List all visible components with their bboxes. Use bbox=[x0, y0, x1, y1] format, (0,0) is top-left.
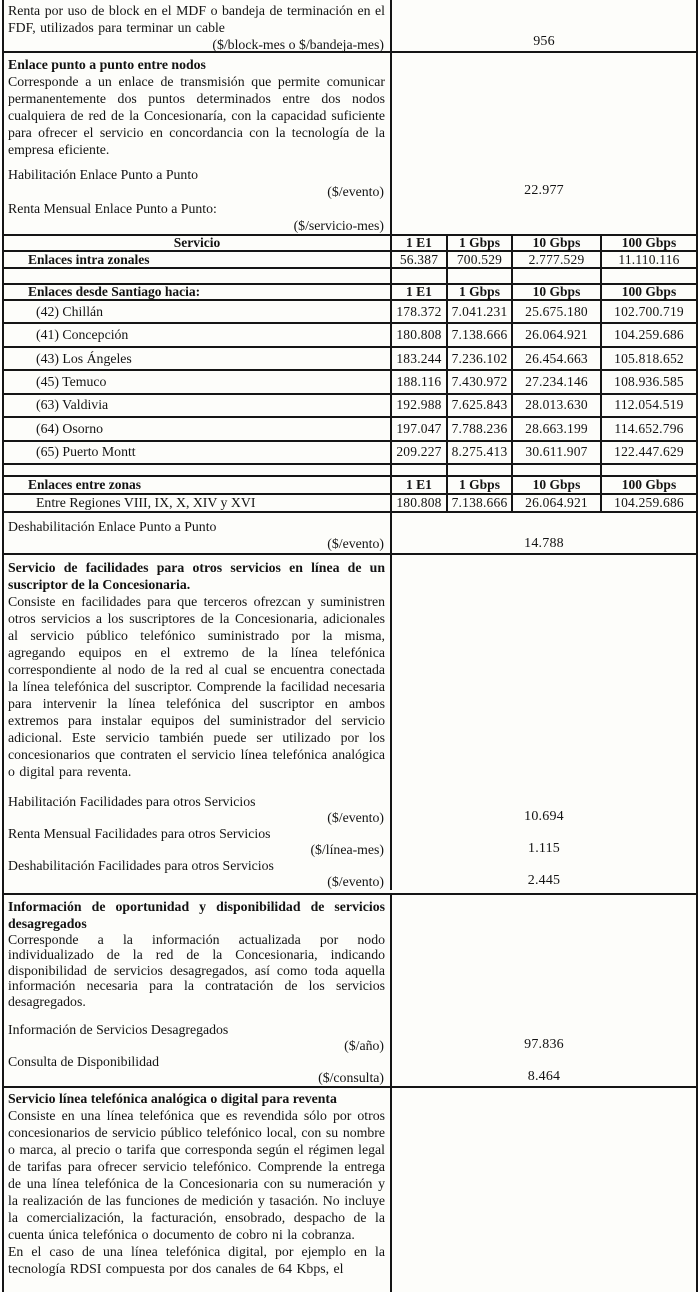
scanned-tariff-page bbox=[2, 0, 698, 1292]
reventa-empty-value-cell bbox=[392, 1088, 696, 1292]
unit-label: ($/servicio-mes) bbox=[293, 218, 384, 233]
item-value-cell bbox=[392, 513, 696, 553]
tariff-row-puerto-montt bbox=[4, 442, 696, 465]
price-cell: 7.041.231 bbox=[448, 301, 513, 322]
tariff-subheader-santiago bbox=[4, 285, 696, 301]
price-cell: 700.529 bbox=[448, 252, 513, 267]
empty-cell bbox=[4, 465, 392, 475]
facilidades-item-renta bbox=[4, 826, 696, 858]
price-value: 1.115 bbox=[528, 840, 560, 856]
section-reventa bbox=[4, 1088, 696, 1292]
tariff-row-osorno bbox=[4, 418, 696, 441]
unit-label: ($/año) bbox=[344, 1037, 384, 1053]
item-left-cell bbox=[4, 1054, 392, 1086]
price-cell: 197.047 bbox=[392, 418, 448, 439]
price-cell: 7.625.843 bbox=[448, 395, 513, 416]
reventa-left-cell bbox=[4, 1088, 392, 1292]
col-header-1gbps: 1 Gbps bbox=[448, 236, 513, 250]
col-header-1e1: 1 E1 bbox=[392, 285, 448, 299]
mdf-unit-label: ($/block-mes o $/bandeja-mes) bbox=[212, 37, 384, 51]
price-cell: 11.110.116 bbox=[618, 252, 680, 267]
price-cell: 122.447.629 bbox=[614, 444, 684, 460]
tariff-row-chillan bbox=[4, 301, 696, 324]
item-value-cell bbox=[392, 826, 696, 858]
tariff-subheader-zonas bbox=[4, 477, 696, 495]
city-label: (41) Concepción bbox=[4, 324, 392, 345]
price-cell: 178.372 bbox=[392, 301, 448, 322]
reventa-section-description-2: En el caso de una línea telefónica digital, por ejemplo en la tecnología RDSI compuesta por dos canales de 64 Kbps, el bbox=[8, 1243, 385, 1276]
reventa-section-title: Servicio línea telefónica analógica o digital para reventa bbox=[8, 1090, 337, 1106]
item-label: Deshabilitación Facilidades para otros Servicios bbox=[8, 857, 274, 873]
item-value-cell bbox=[392, 1054, 696, 1086]
section-informacion bbox=[4, 895, 696, 1088]
empty-cell bbox=[602, 465, 696, 475]
tariff-row-concepcion bbox=[4, 324, 696, 347]
price-cell: 25.675.180 bbox=[513, 301, 602, 322]
price-cell: 188.116 bbox=[392, 371, 448, 392]
price-cell: 7.430.972 bbox=[448, 371, 513, 392]
empty-cell bbox=[602, 269, 696, 283]
price-cell: 56.387 bbox=[392, 252, 448, 267]
empty-cell bbox=[448, 465, 513, 475]
informacion-item-consulta bbox=[4, 1054, 696, 1086]
price-cell: 8.275.413 bbox=[448, 442, 513, 463]
section-enlace-punto-a-punto bbox=[4, 53, 696, 236]
price-cell: 7.236.102 bbox=[448, 348, 513, 369]
subheader-label: Enlaces entre zonas bbox=[4, 477, 392, 493]
item-label: Renta Mensual Enlace Punto a Punto: bbox=[8, 201, 217, 216]
item-value-cell bbox=[392, 794, 696, 826]
col-header-1e1: 1 E1 bbox=[392, 477, 448, 493]
unit-label: ($/línea-mes) bbox=[310, 841, 384, 857]
price-value: 2.445 bbox=[527, 872, 561, 888]
price-cell: 105.818.652 bbox=[614, 350, 684, 366]
price-cell: 7.138.666 bbox=[448, 324, 513, 345]
enlace-item-habilitacion bbox=[4, 166, 696, 200]
facilidades-section-title: Servicio de facilidades para otros servicios en línea de un suscriptor de la Concesionaria. bbox=[8, 559, 385, 592]
item-label: Renta Mensual Facilidades para otros Servicios bbox=[8, 825, 271, 841]
price-cell: 180.808 bbox=[392, 324, 448, 345]
tariff-table-header-row bbox=[4, 236, 696, 252]
unit-label: ($/evento) bbox=[327, 809, 384, 825]
row-mdf-block-rent bbox=[4, 0, 696, 53]
enlace-left-cell bbox=[4, 53, 392, 166]
item-left-cell bbox=[4, 166, 392, 200]
city-label: (43) Los Ángeles bbox=[4, 348, 392, 369]
price-cell: 26.454.663 bbox=[513, 348, 602, 369]
price-cell: 183.244 bbox=[392, 348, 448, 369]
informacion-description-band bbox=[4, 895, 696, 1022]
price-value: 97.836 bbox=[524, 1036, 564, 1052]
item-left-cell bbox=[4, 200, 392, 234]
enlace-section-title: Enlace punto a punto entre nodos bbox=[8, 57, 206, 72]
empty-cell bbox=[392, 269, 448, 283]
enlace-section-description: Corresponde a un enlace de transmisión que permite comunicar permanentemente dos puntos determinados entre dos nodos cualquiera de red de la Concesionaría, con la capacidad suficiente para ofrecer el servicio en concordancia con la tecnología de la empresa eficiente. bbox=[8, 74, 385, 157]
item-label: Habilitación Enlace Punto a Punto bbox=[8, 167, 199, 182]
price-value: 8.464 bbox=[527, 1068, 561, 1084]
facilidades-left-cell bbox=[4, 555, 392, 794]
price-cell: 28.013.630 bbox=[513, 395, 602, 416]
empty-cell bbox=[392, 465, 448, 475]
item-value-cell bbox=[392, 1022, 696, 1054]
tariff-row-valdivia bbox=[4, 395, 696, 418]
price-cell: 7.138.666 bbox=[448, 495, 513, 511]
informacion-left-cell bbox=[4, 895, 392, 1022]
col-header-1e1: 1 E1 bbox=[392, 236, 448, 250]
item-value-cell bbox=[392, 200, 696, 234]
tariff-row-entre-regiones bbox=[4, 495, 696, 513]
enlace-description-band bbox=[4, 53, 696, 166]
price-cell: 112.054.519 bbox=[614, 397, 684, 413]
item-left-cell bbox=[4, 858, 392, 890]
price-cell: 108.936.585 bbox=[614, 373, 684, 389]
tariff-row-temuco bbox=[4, 371, 696, 394]
price-cell: 28.663.199 bbox=[513, 418, 602, 439]
tariff-row-intra-zonales bbox=[4, 252, 696, 269]
price-cell: 30.611.907 bbox=[513, 442, 602, 463]
unit-label: ($/consulta) bbox=[318, 1069, 384, 1085]
mdf-value-cell bbox=[392, 0, 696, 51]
facilidades-item-habilitacion bbox=[4, 794, 696, 826]
item-value-cell bbox=[392, 858, 696, 890]
item-left-cell bbox=[4, 826, 392, 858]
informacion-empty-value-cell bbox=[392, 895, 696, 1022]
item-value-cell bbox=[392, 166, 696, 200]
item-left-cell bbox=[4, 794, 392, 826]
informacion-section-title: Información de oportunidad y disponibilidad de servicios desagregados bbox=[8, 898, 385, 931]
city-label: (65) Puerto Montt bbox=[4, 442, 392, 463]
empty-cell bbox=[4, 269, 392, 283]
col-header-100gbps: 100 Gbps bbox=[621, 285, 677, 299]
item-label: Información de Servicios Desagregados bbox=[8, 1021, 229, 1037]
col-header-servicio: Servicio bbox=[4, 236, 392, 250]
price-cell: 114.652.796 bbox=[614, 420, 684, 436]
region-label: Entre Regiones VIII, IX, X, XIV y XVI bbox=[4, 495, 392, 511]
col-header-1gbps: 1 Gbps bbox=[448, 477, 513, 493]
price-value: 14.788 bbox=[524, 535, 564, 551]
section-facilidades bbox=[4, 555, 696, 895]
price-cell: 26.064.921 bbox=[513, 495, 602, 511]
mdf-price-value: 956 bbox=[533, 34, 555, 49]
mdf-description: Renta por uso de block en el MDF o bandeja de terminación en el FDF, utilizados para terminar un cable bbox=[8, 3, 385, 35]
enlace-empty-value-cell bbox=[392, 53, 696, 166]
col-header-100gbps: 100 Gbps bbox=[621, 236, 677, 250]
informacion-section-description: Corresponde a la información actualizada por nodo individualizado de la red de la Concesionaria, indicando disponibilidad de servicios desagregados, así como toda aquella información necesaria para la contratación de los servicios desagregados. bbox=[8, 931, 385, 1009]
empty-cell bbox=[513, 465, 602, 475]
city-label: (64) Osorno bbox=[4, 418, 392, 439]
facilidades-section-description: Consiste en facilidades para que terceros ofrezcan y suministren otros servicios a los suscriptores de la Concesionaria, adicionales al servicio público telefónico suministrado por la misma, agregando equipos en el extremo de la línea telefónica correspondiente al nodo de la red al cual se encuentra conectada la línea telefónica del suscriptor. Comprende la facilidad necesaria para intervenir la línea telefónica del suscriptor en ambos extremos para instalar equipos del suministrador del servicio adicional. Este servicio también puede ser utilizado por los concesionarios que contraten el servicio línea telefónica analógica o digital para reventa. bbox=[8, 593, 385, 779]
facilidades-item-deshabilitacion bbox=[4, 858, 696, 890]
informacion-item-servicios bbox=[4, 1022, 696, 1054]
empty-cell bbox=[448, 269, 513, 283]
price-cell: 7.788.236 bbox=[448, 418, 513, 439]
item-label: Consulta de Disponibilidad bbox=[8, 1053, 159, 1069]
mdf-left-cell bbox=[4, 0, 392, 51]
price-value: 22.977 bbox=[524, 183, 564, 198]
price-cell: 26.064.921 bbox=[513, 324, 602, 345]
item-left-cell bbox=[4, 1022, 392, 1054]
row-deshabilitacion-enlace bbox=[4, 513, 696, 555]
tariff-row-los-angeles bbox=[4, 348, 696, 371]
facilidades-description-band bbox=[4, 555, 696, 794]
table-spacer-row bbox=[4, 465, 696, 477]
unit-label: ($/evento) bbox=[327, 184, 384, 199]
item-label: Deshabilitación Enlace Punto a Punto bbox=[8, 518, 217, 534]
price-cell: 102.700.719 bbox=[614, 303, 684, 319]
city-label: (42) Chillán bbox=[4, 301, 392, 322]
subheader-label: Enlaces desde Santiago hacia: bbox=[4, 285, 392, 299]
col-header-10gbps: 10 Gbps bbox=[513, 477, 602, 493]
table-spacer-row bbox=[4, 269, 696, 285]
unit-label: ($/evento) bbox=[327, 873, 384, 889]
city-label: (63) Valdivia bbox=[4, 395, 392, 416]
enlace-item-renta-mensual bbox=[4, 200, 696, 234]
price-cell: 2.777.529 bbox=[513, 252, 602, 267]
price-value: 10.694 bbox=[524, 808, 564, 824]
price-cell: 104.259.686 bbox=[614, 494, 684, 510]
item-label: Habilitación Facilidades para otros Servicios bbox=[8, 793, 256, 809]
col-header-1gbps: 1 Gbps bbox=[448, 285, 513, 299]
unit-label: ($/evento) bbox=[327, 535, 384, 551]
price-cell: 209.227 bbox=[392, 442, 448, 463]
price-cell: 27.234.146 bbox=[513, 371, 602, 392]
price-cell: 180.808 bbox=[392, 495, 448, 511]
reventa-section-description: Consiste en una línea telefónica que es revendida sólo por otros concesionarios de servicio público telefónico local, con su nombre o marca, al precio o tarifa que corresponda según el régimen legal de tarifas para ofrecer servicio telefónico. Comprende la entrega de una línea telefónica de la Concesionaria con su numeración y la realización de las funciones de medición y tasación. No incluye la comercialización, la facturación, ensobrado, despacho de la cuenta única telefónica o documento de cobro ni la cobranza. bbox=[8, 1107, 385, 1242]
price-cell: 104.259.686 bbox=[614, 327, 684, 343]
city-label: (45) Temuco bbox=[4, 371, 392, 392]
empty-cell bbox=[513, 269, 602, 283]
col-header-100gbps: 100 Gbps bbox=[621, 476, 677, 492]
item-left-cell bbox=[4, 513, 392, 553]
facilidades-empty-value-cell bbox=[392, 555, 696, 794]
row-label: Enlaces intra zonales bbox=[4, 252, 392, 267]
col-header-10gbps: 10 Gbps bbox=[513, 285, 602, 299]
col-header-10gbps: 10 Gbps bbox=[513, 236, 602, 250]
price-cell: 192.988 bbox=[392, 395, 448, 416]
